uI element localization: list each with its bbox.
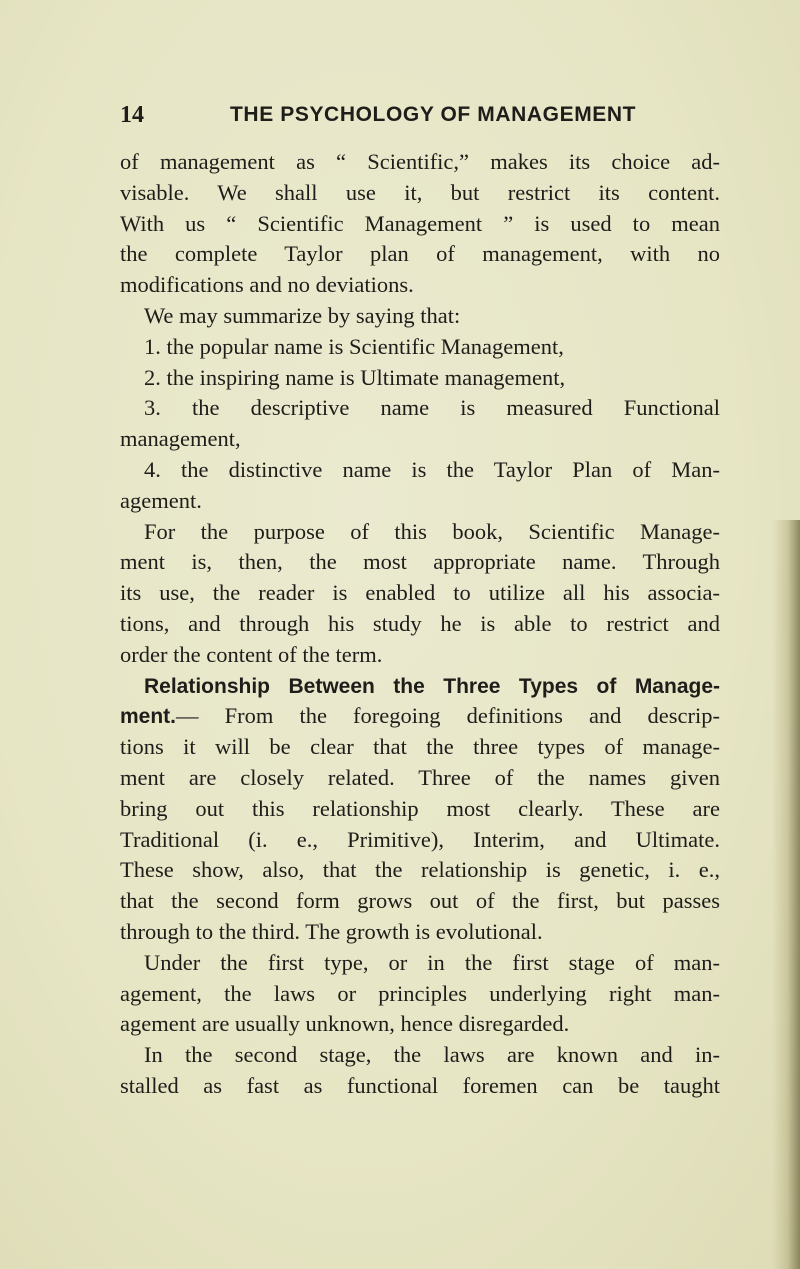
text-line: We may summarize by saying that: (144, 302, 461, 328)
text-line: of management as “ Scientific,” makes its choice ad- (120, 149, 720, 174)
text-line: order the content of the term. (120, 641, 383, 667)
text-line: With us “ Scientific Management ” is used to mean (120, 210, 720, 236)
text-line: agement. (120, 487, 202, 513)
section-heading-end: ment. (120, 705, 177, 729)
text-line: through to the third. The growth is evolutional. (120, 918, 543, 944)
page-number: 14 (120, 102, 144, 128)
text-line: ment is, then, the most appropriate name. Through (120, 549, 720, 575)
body-text (120, 147, 720, 1102)
section-heading: Relationship Between the Three Types of Manage- (144, 674, 720, 698)
list-item-3: 3. the descriptive name is measured Functional (144, 395, 720, 421)
text-line: modifications and no deviations. (120, 272, 414, 298)
text-line: Traditional (i. e., Primitive), Interim, and Ultimate. (120, 826, 720, 852)
text-line: agement are usually unknown, hence disregarded. (120, 1011, 570, 1037)
text-line: agement, the laws or principles underlying right man- (120, 980, 720, 1006)
text-line: its use, the reader is enabled to utilize all his associa- (120, 580, 720, 606)
text-line: stalled as fast as functional foremen can be taught (120, 1072, 720, 1098)
page-header (120, 100, 720, 130)
text-line: management, (120, 426, 241, 452)
running-head: THE PSYCHOLOGY OF MANAGEMENT (230, 103, 637, 126)
text-line: the complete Taylor plan of management, with no (120, 241, 720, 267)
text-line: These show, also, that the relationship is genetic, i. e., (120, 857, 720, 883)
text-line: that the second form grows out of the first, but passes (120, 888, 720, 914)
list-item-2: 2. the inspiring name is Ultimate management, (144, 364, 566, 390)
text-line: bring out this relationship most clearly. These are (120, 795, 720, 821)
text-line: tions, and through his study he is able to restrict and (120, 610, 720, 636)
section-heading-line-2 (120, 701, 720, 732)
text-line: ment are closely related. Three of the names given (120, 764, 720, 790)
section-heading-line (120, 671, 720, 702)
text-line: In the second stage, the laws are known and in- (144, 1042, 720, 1068)
text-line: For the purpose of this book, Scientific Manage- (144, 518, 720, 544)
page-edge-shadow (772, 520, 800, 1269)
text-span: — From the foregoing definitions and descrip- (176, 703, 720, 729)
list-item-1: 1. the popular name is Scientific Management, (144, 333, 564, 359)
text-line: tions it will be clear that the three types of manage- (120, 734, 720, 760)
list-item-4: 4. the distinctive name is the Taylor Plan of Man- (144, 456, 720, 482)
text-line: visable. We shall use it, but restrict its content. (120, 179, 720, 205)
text-line: Under the first type, or in the first stage of man- (144, 949, 720, 975)
